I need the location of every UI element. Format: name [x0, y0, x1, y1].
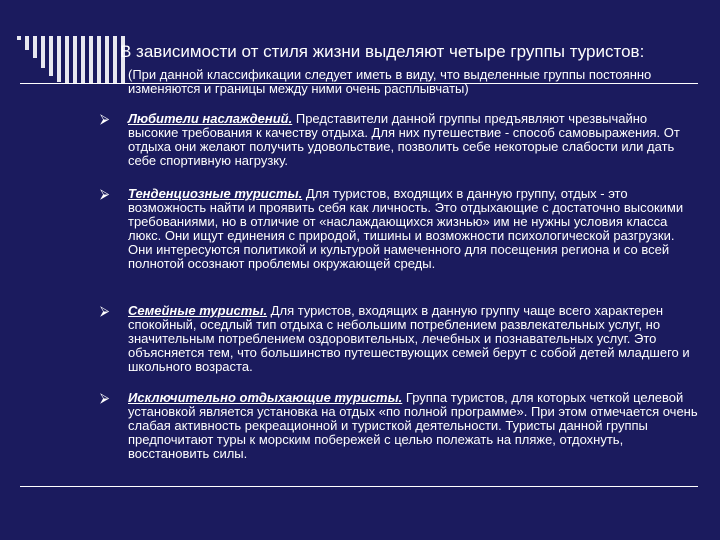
arrow-bullet-icon: ⮚	[100, 303, 110, 318]
classification-note: (При данной классификации следует иметь в виду, что выделенные группы постоянно изменяются и границы между ними очень расплывчаты)	[128, 67, 652, 96]
list-item-resting	[100, 391, 700, 461]
item-lead: Любители наслаждений.	[128, 111, 293, 126]
arrow-bullet-icon: ⮚	[100, 390, 110, 405]
list-item-text	[128, 304, 698, 374]
arrow-bullet-icon: ⮚	[100, 111, 110, 126]
item-body: Представители данной группы предъявляют чрезвычайно высокие требования к качеству отдыха. Для них путешествие - способ самовыражения. От отдыха они желают получить удовольствие, позволить себе некоторые слабости или дать себе спортивную нагрузку.	[128, 111, 680, 168]
slide-title: В зависимости от стиля жизни выделяют четыре группы туристов:	[120, 42, 645, 61]
item-body: Для туристов, входящих в данную группу чаще всего характерен спокойный, оседлый тип отдыха с небольшим потреблением развлекательных услуг, но значительным потреблением оздоровительных, лечебных и познавательных услуг. Это объясняется тем, что большинство путешествующих семей берут с собой детей младшего и школьного возраста.	[128, 303, 690, 374]
item-body: Группа туристов, для которых четкой целевой установкой является установка на отдых «по полной программе». При этом отмечается очень слабая активность рекреационной и туристкой деятельности. Туристы данной группы предпочитают туры к морским побережей с целью полежать на пляже, отдохнуть, восстановить силы.	[128, 390, 698, 461]
list-item-tendentious	[100, 187, 700, 271]
list-item-text	[128, 391, 698, 461]
bottom-divider	[20, 486, 698, 487]
list-item-family	[100, 304, 700, 374]
list-item-text	[128, 187, 698, 271]
item-lead: Исключительно отдыхающие туристы.	[128, 390, 403, 405]
list-item-hedonists	[100, 112, 700, 168]
item-body: Для туристов, входящих в данную группу, отдых - это возможность найти и проявить себя как личность. Это отдыхающие с достаточно высокими требованиями, но в отличие от «наслаждающихся жизнью» им не нужны условия класса люкс. Они ищут единения с природой, тишины и возможности психологической разгрузки. Они интересуются политикой и культурой намеченного для посещения региона и со всей полнотой осознают проблемы окружающей среды.	[128, 186, 684, 271]
arrow-bullet-icon: ⮚	[100, 186, 110, 201]
list-item-text	[128, 112, 698, 168]
item-lead: Тенденциозные туристы.	[128, 186, 303, 201]
item-lead: Семейные туристы.	[128, 303, 268, 318]
decorative-stripes	[17, 36, 125, 84]
